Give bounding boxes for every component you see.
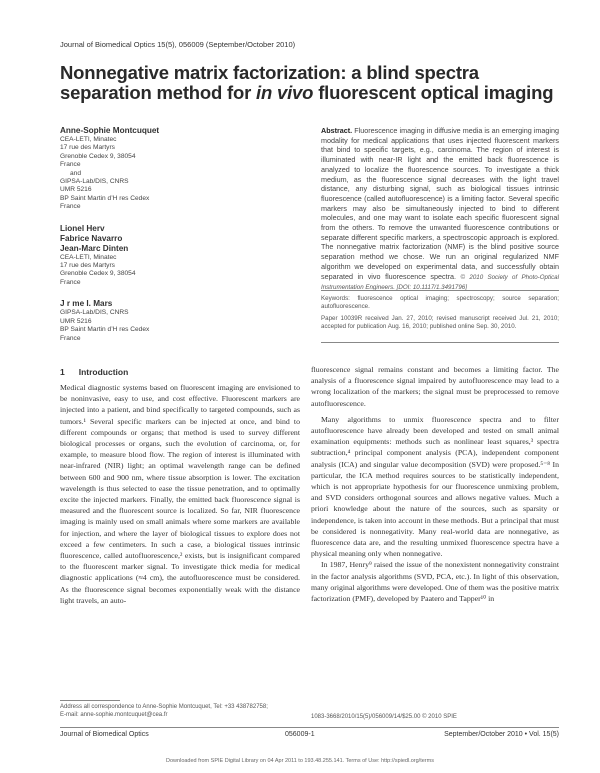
affil-line: Grenoble Cedex 9, 38054 xyxy=(60,152,136,160)
keywords: Keywords: fluorescence optical imaging; spectroscopy; source separation; autofluorescence. xyxy=(321,295,559,311)
bottom-issue: September/October 2010 • Vol. 15(5) xyxy=(444,731,559,738)
title-italic-part: in vivo xyxy=(256,82,314,103)
body-left-column xyxy=(60,382,300,606)
affil-line: BP Saint Martin d’H res Cedex xyxy=(60,326,150,334)
affil-line: France xyxy=(60,334,81,342)
author-affiliation xyxy=(60,309,260,343)
author-name: Anne-Sophie Montcuquet xyxy=(60,126,160,135)
author-name: Lionel Herv xyxy=(60,223,105,233)
divider xyxy=(321,342,559,343)
abstract-copyright: © 2010 Society of Photo-Optical Instrumentation Engineers. [DOI: 10.1117/1.3491796] xyxy=(321,273,559,291)
author-name: Fabrice Navarro xyxy=(60,233,123,243)
affil-line: BP Saint Martin d’H res Cedex xyxy=(60,194,150,202)
affil-line: France xyxy=(60,203,81,211)
author-affiliation xyxy=(60,254,260,288)
journal-header: Journal of Biomedical Optics 15(5), 056009 (September/October 2010) xyxy=(60,40,296,49)
section-title: Introduction xyxy=(78,367,129,377)
title-line-1: Nonnegative matrix factorization: a blind spectra xyxy=(60,62,479,83)
author-affiliation xyxy=(60,136,260,212)
footnote-line: Address all correspondence to Anne-Sophie Montcuquet, Tel: +33 438782758; xyxy=(60,704,268,710)
paragraph: Medical diagnostic systems based on fluorescent imaging are envisioned to be noninvasive, easy to use, and cost effective. Fluorescent markers are injected into a patient, and bind specifically to targeted compounds, such as tumors.¹ Several specific markers can be injected at once, and bind to different compounds or organs; that method is used to survey different biological processes or organs, such the evolution of carcinoma, or, for example, to measure blood flow. The region of interest is illuminated with near-infrared (NIR) light; an optimal wavelength range can be defined between 600 and 900 nm, where tissue absorption is lower. The excitation wavelength is thus selected to ease the tissue penetration, and to optimally excite the injected markers. Finally, the emitted back fluorescence signal is measured and the fluorescent source is localized. So far, NIR fluorescence imaging is mainly used on small animals where some markers are available for injection, and where the layer of biological tissues to explore does not exceed a few centimeters. In such a case, a biological tissues intrinsic fluorescence, called autofluorescence,² exists, but is insignificant compared to the fluorescent marker signal. To investigate thick media for medical diagnostic applications (≈4 cm), the autofluorescence must be considered. As the fluorescence signal becomes exponentially weak with the distance light travels, an auto- xyxy=(60,383,300,605)
footnote-rule xyxy=(60,700,120,701)
paper-title xyxy=(60,63,560,103)
title-line-2 xyxy=(60,83,560,103)
issn-line: 1083-3668/2010/15(5)/056009/14/$25.00 © 2010 SPIE xyxy=(311,714,457,720)
affil-line: GIPSA-Lab/DIS, CNRS xyxy=(60,309,129,317)
paper-info: Paper 10039R received Jan. 27, 2010; revised manuscript received Jul. 21, 2010; accepted for publication Aug. 16, 2010; published online Sep. 30, 2010. xyxy=(321,315,559,331)
body-right-column xyxy=(311,364,559,604)
author-block xyxy=(60,126,260,343)
affil-line: UMR 5216 xyxy=(60,317,92,325)
abstract xyxy=(321,126,559,292)
affil-line: GIPSA-Lab/DIS, CNRS xyxy=(60,178,129,186)
bottom-rule xyxy=(60,727,559,728)
affil-line: 17 rue des Martyrs xyxy=(60,262,115,270)
affil-line: and xyxy=(70,169,82,177)
divider xyxy=(321,290,559,291)
affil-line: France xyxy=(60,161,81,169)
paragraph: Many algorithms to unmix fluorescence spectra and to filter autofluorescence have already been developed and tested on small animal examination equipments: methods such as nonlinear least squares,³ spectra subtraction,⁴ principal component analysis (PCA), independent component analysis (ICA) and singular value decomposition (SVD) were proposed.⁵⁻⁸ In particular, the ICA method requires sources to be statistically independent, which is not appropriate hypothesis for our fluorescence unmixing problem, and SVD considers orthogonal sources and allows negative values. Much a priori knowledge about the nature of the sources, such as sparsity or independence, is taken into account in these methods. But a principal that must be considered is nonnegativity. Many real-world data are nonnegative, as fluorescence data are, and the resulting unmixed fluorescence spectra have a physical meaning only when nonnegative. xyxy=(311,414,559,559)
abstract-label: Abstract. xyxy=(321,126,353,135)
author-name: J r me I. Mars xyxy=(60,299,113,309)
page-number: 056009-1 xyxy=(285,731,315,738)
section-heading xyxy=(60,367,128,377)
footnote-line: E-mail: anne-sophie.montcuquet@cea.fr xyxy=(60,712,168,718)
affil-line: UMR 5216 xyxy=(60,186,92,194)
bottom-journal: Journal of Biomedical Optics xyxy=(60,731,149,738)
abstract-text: Fluorescence imaging in diffusive media is an emerging imaging modality for medical applications that uses injected fluorescent markers that bind to specific targets, e.g., carcinoma. The region of interest is illuminated with near-IR light and the emitted back fluorescence is analyzed to localize the fluorescence sources. To investigate a thick medium, as the fluorescence signal decreases with the light travel distance, any disturbing signal, such as biological tissues intrinsic fluorescence (called autofluorescence) is a limiting factor. Several specific markers may also be simultaneously injected to bind to different molecules, and one may want to isolate each specific fluorescent signal from the others. To remove the unwanted fluorescence contributions or separate different specific markers, a spectroscopic approach is explored. The nonnegative matrix factorization (NMF) is the blind positive source separation method we chose. We run an original regularized NMF algorithm we developed on experimental data, and successfully obtain separated in vivo fluorescence spectra. xyxy=(321,126,559,281)
paragraph: In 1987, Henry⁹ raised the issue of the nonexistent nonnegativity constraint in the factor analysis algorithms (SVD, PCA, etc.). In light of this observation, many original algorithms were developed. One of them was the positive matrix factorization (PMF), developed by Paatero and Tapper¹⁰ in xyxy=(311,560,559,604)
section-number: 1 xyxy=(60,367,65,377)
affil-line: CEA-LETI, Minatec xyxy=(60,253,117,261)
paragraph: fluorescence signal remains constant and becomes a limiting factor. The analysis of a fluorescence signal impaired by autofluorescence may lead to a wrong localization of the markers; the signal must be preprocessed to remove autofluorescence. xyxy=(311,365,559,408)
author-name: Jean-Marc Dinten xyxy=(60,243,129,253)
download-notice: Downloaded from SPIE Digital Library on 04 Apr 2011 to 193.48.255.141. Terms of Use: http://spiedl.org/terms xyxy=(166,758,434,764)
affil-line: France xyxy=(60,278,81,286)
affil-line: CEA-LETI, Minatec xyxy=(60,136,117,143)
title-part: fluorescent optical imaging xyxy=(313,82,554,103)
footnote xyxy=(60,703,300,719)
affil-line: 17 rue des Martyrs xyxy=(60,144,115,152)
title-part: separation method for xyxy=(60,82,257,103)
affil-line: Grenoble Cedex 9, 38054 xyxy=(60,270,136,278)
